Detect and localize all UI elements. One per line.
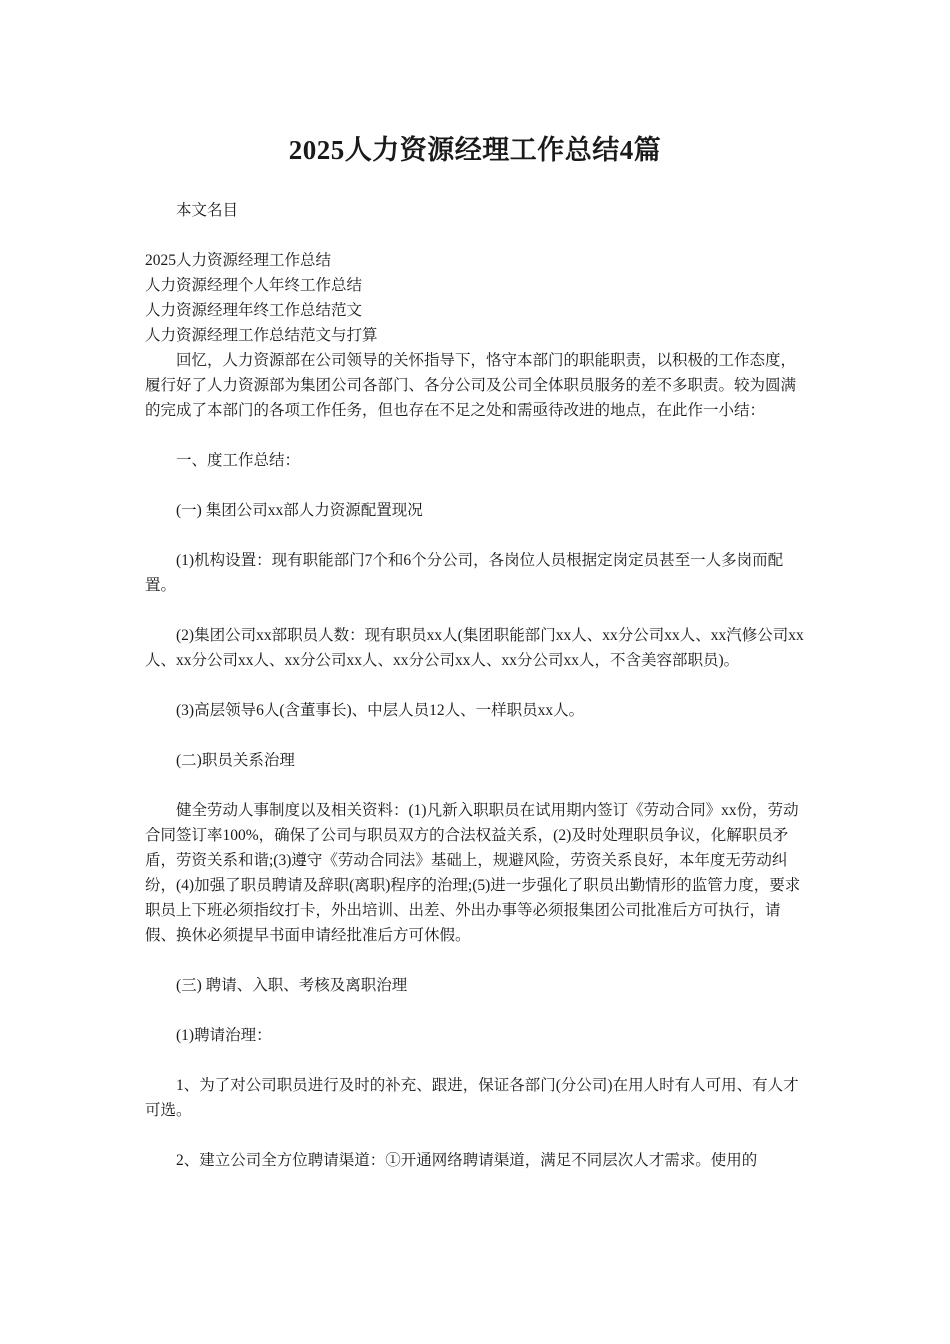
paragraph: (1)机构设置：现有职能部门7个和6个分公司，各岗位人员根据定岗定员甚至一人多岗而配置。 [145, 552, 784, 594]
paragraph: (2)集团公司xx部职员人数：现有职员xx人(集团职能部门xx人、xx分公司xx人、xx汽修公司xx人、xx分公司xx人、xx分公司xx人、xx分公司xx人、xx分公司xx人，不含美容部职员)。 [145, 627, 804, 669]
subsection-heading: (二)职员关系治理 [176, 752, 295, 769]
subsection-heading: (三) 聘请、入职、考核及离职治理 [176, 977, 408, 994]
document-title: 2025人力资源经理工作总结4篇 [288, 135, 662, 165]
paragraph: (3)高层领导6人(含董事长)、中层人员12人、一样职员xx人。 [176, 702, 585, 719]
document-body [145, 198, 810, 1173]
toc-item: 人力资源经理工作总结范文与打算 [145, 327, 378, 344]
toc-item: 2025人力资源经理工作总结 [145, 252, 332, 269]
paragraph-intro: 回忆，人力资源部在公司领导的关怀指导下，恪守本部门的职能职责，以积极的工作态度，履行好了人力资源部为集团公司各部门、各分公司及公司全体职员服务的差不多职责。较为圆满的完成了本部门的各项工作任务，但也存在不足之处和需亟待改进的地点，在此作一小结： [145, 352, 797, 419]
toc-item: 人力资源经理个人年终工作总结 [145, 277, 363, 294]
table-of-contents [145, 248, 810, 348]
paragraph: 1、为了对公司职员进行及时的补充、跟进，保证各部门(分公司)在用人时有人可用、有人才可选。 [145, 1077, 799, 1119]
toc-heading: 本文名目 [176, 202, 239, 219]
paragraph: (1)聘请治理： [176, 1027, 272, 1044]
paragraph: 2、建立公司全方位聘请渠道：①开通网络聘请渠道，满足不同层次人才需求。使用的 [176, 1152, 758, 1169]
subsection-heading: (一) 集团公司xx部人力资源配置现况 [176, 502, 423, 519]
toc-item: 人力资源经理年终工作总结范文 [145, 302, 363, 319]
paragraph: 健全劳动人事制度以及相关资料：(1)凡新入职职员在试用期内签订《劳动合同》xx份，劳动合同签订率100%，确保了公司与职员双方的合法权益关系，(2)及时处理职员争议，化解职员矛盾，劳资关系和谐;(3)遵守《劳动合同法》基础上，规避风险，劳资关系良好，本年度无劳动纠纷，(4)加强了职员聘请及辞职(离职)程序的治理;(5)进一步强化了职员出勤情形的监管力度，要求职员上下班必须指纹打卡，外出培训、出差、外出办事等必须报集团公司批准后方可执行，请假、换休必须提早书面申请经批准后方可休假。 [145, 802, 801, 944]
section-heading: 一、度工作总结： [176, 452, 301, 469]
